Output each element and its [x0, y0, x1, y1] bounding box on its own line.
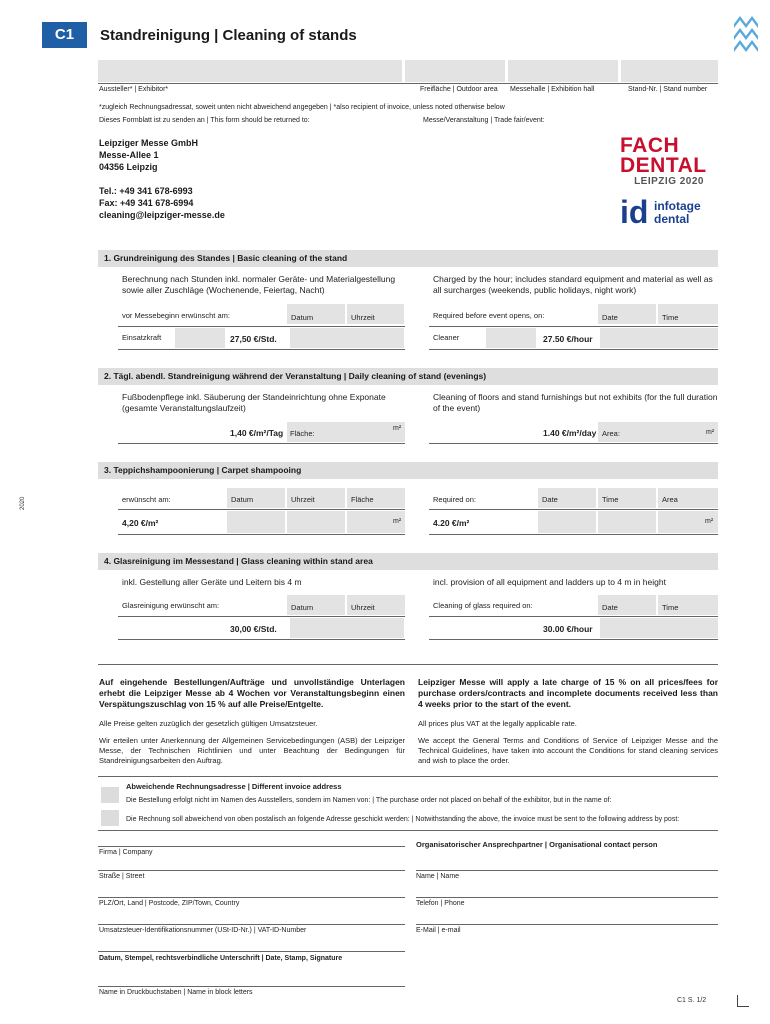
s4-date-label-en: Date	[602, 603, 618, 612]
s3-qty2-en[interactable]	[598, 511, 656, 533]
corner-mark	[737, 995, 749, 1007]
s1-cleaner-qty-de[interactable]	[175, 328, 225, 348]
outdoor-area-field[interactable]	[405, 60, 505, 82]
s2-area-label-en: Area:	[602, 429, 620, 438]
contact-person-title: Organisatorischer Ansprechpartner | Organisational contact person	[416, 840, 658, 849]
exhibitor-label: Aussteller* | Exhibitor*	[99, 86, 169, 93]
section-3-header: 3. Teppichshampoonierung | Carpet shampooing	[98, 462, 718, 479]
s1-price-en: 27.50 €/hour	[543, 334, 593, 344]
trade-fair-label: Messe/Veranstaltung | Trade fair/event:	[423, 117, 545, 124]
id-logo: id	[620, 194, 649, 230]
invoice-option-1-label: Die Bestellung erfolgt nicht im Namen des Ausstellers, sondern im Namen von: | The purchase order not placed on behalf of the exhibitor, but in the name of:	[126, 797, 612, 804]
s1-time-label-de: Uhrzeit	[351, 313, 375, 322]
infotage-logo: infotage dental	[654, 199, 701, 226]
s3-qty2-de[interactable]	[287, 511, 345, 533]
exhibitor-field[interactable]	[98, 60, 402, 82]
s1-description-en: Charged by the hour; includes standard equipment and material as well as all surcharges (weekends, public holidays, night work)	[433, 274, 713, 295]
recipient-address: Leipziger Messe GmbH Messe-Allee 1 04356 Leipzig Tel.: +49 341 678-6993 Fax: +49 341 678-6994 cleaning@leipziger-messe.de	[99, 138, 225, 220]
invoice-option-2-label: Die Rechnung soll abweichend von oben postalisch an folgende Adresse geschickt werden: | Notwithstanding the above, the invoice must be sent to the following address by post:	[126, 816, 680, 823]
s3-area-label-de: Fläche	[351, 495, 374, 504]
company-label: Firma | Company	[99, 849, 153, 856]
s2-price-de: 1,40 €/m²/Tag	[230, 428, 284, 438]
s2-unit-de: m²	[393, 425, 402, 432]
page-title: Standreinigung | Cleaning of stands	[100, 27, 357, 44]
s4-description-en: incl. provision of all equipment and ladders up to 4 m in height	[433, 577, 666, 587]
company-field[interactable]	[98, 858, 405, 870]
s3-unit-en: m²	[705, 518, 714, 525]
s4-time-label-de: Uhrzeit	[351, 603, 375, 612]
name-label: Name | Name	[416, 873, 460, 880]
s4-date-label-de: Datum	[291, 603, 314, 612]
terms-accept-de: Wir erteilen unter Anerkennung der Allgemeinen Servicebedingungen (ASB) der Leipziger Messe, der Technischen Richtlinien und unter Beachtung der Bedingungen für Standreinigungsarbeiten den Auftrag.	[99, 736, 405, 765]
late-charge-de: Auf eingehende Bestellungen/Aufträge und unvollständige Unterlagen erhebt die Leipziger Messe ab 4 Wochen vor Veranstaltungsbeginn einen Verspätungszuschlag von 15 % auf alle Preise/Entgelte.	[99, 677, 405, 709]
s3-required-en: Required on:	[433, 495, 476, 504]
s1-cleaner-qty-en[interactable]	[486, 328, 536, 348]
outdoor-area-label: Freifläche | Outdoor area	[420, 86, 498, 93]
s3-date-label-de: Datum	[231, 495, 254, 504]
signature-field[interactable]	[98, 966, 405, 986]
email-label: E-Mail | e-mail	[416, 927, 461, 934]
mm-logo-icon	[731, 12, 761, 58]
s3-required-de: erwünscht am:	[122, 495, 171, 504]
exhibition-hall-label: Messehalle | Exhibition hall	[510, 86, 595, 93]
invoice-title: Abweichende Rechnungsadresse | Different invoice address	[126, 782, 342, 791]
s3-qty1-en[interactable]	[538, 511, 596, 533]
section-1-header: 1. Grundreinigung des Standes | Basic cleaning of the stand	[98, 250, 718, 267]
vat-note-en: All prices plus VAT at the legally applicable rate.	[418, 719, 577, 728]
vat-note-de: Alle Preise gelten zuzüglich der gesetzlich gültigen Umsatzsteuer.	[99, 719, 318, 728]
invoice-option-1-checkbox[interactable]	[101, 787, 119, 803]
stand-number-field[interactable]	[621, 60, 718, 82]
s3-price-de: 4,20 €/m²	[122, 518, 159, 528]
phone-label: Telefon | Phone	[416, 900, 465, 907]
form-code-badge: C1	[42, 22, 87, 48]
s1-cleaner-label-en: Cleaner	[433, 333, 460, 342]
s2-area-label-de: Fläche:	[290, 429, 315, 438]
vat-id-label: Umsatzsteuer-Identifikationsnummer (USt-ID-Nr.) | VAT-ID-Number	[99, 927, 307, 934]
section-4-header: 4. Glasreinigung im Messestand | Glass cleaning within stand area	[98, 553, 718, 570]
s4-total-en[interactable]	[600, 618, 718, 638]
s3-date-label-en: Date	[542, 495, 558, 504]
s4-time-label-en: Time	[662, 603, 679, 612]
s4-price-en: 30.00 €/hour	[543, 624, 593, 634]
s3-time-label-en: Time	[602, 495, 619, 504]
s1-required-en: Required before event opens, on:	[433, 311, 545, 320]
s3-time-label-de: Uhrzeit	[291, 495, 315, 504]
street-label: Straße | Street	[99, 873, 145, 880]
stand-number-label: Stand-Nr. | Stand number	[628, 86, 708, 93]
s1-total-de[interactable]	[290, 328, 404, 348]
exhibition-hall-field[interactable]	[508, 60, 618, 82]
s2-price-en: 1.40 €/m²/day	[543, 428, 597, 438]
signature-label: Datum, Stempel, rechtsverbindliche Unterschrift | Date, Stamp, Signature	[99, 955, 343, 962]
invoice-note: *zugleich Rechnungsadressat, soweit unten nicht abweichend angegeben | *also recipient of invoice, unless noted otherwise below	[99, 104, 505, 111]
year-mark: 2020	[20, 496, 26, 510]
s2-unit-en: m²	[706, 429, 715, 436]
s2-description-de: Fußbodenpflege inkl. Säuberung der Standeinrichtung ohne Exponate (gesamte Veranstaltungslaufzeit)	[122, 392, 386, 413]
return-note: Dieses Formblatt ist zu senden an | This form should be returned to:	[99, 117, 310, 124]
s1-required-de: vor Messebeginn erwünscht am:	[122, 311, 230, 320]
block-letters-label: Name in Druckbuchstaben | Name in block letters	[99, 989, 253, 996]
s1-time-label-en: Time	[662, 313, 679, 322]
page-number: C1 S. 1/2	[677, 997, 707, 1004]
fachdental-logo: FACH DENTAL LEIPZIG 2020	[620, 134, 707, 187]
s4-price-de: 30,00 €/Std.	[230, 624, 277, 634]
s4-total-de[interactable]	[290, 618, 404, 638]
s3-unit-de: m²	[393, 518, 402, 525]
s4-required-de: Glasreinigung erwünscht am:	[122, 601, 220, 610]
s1-date-label-de: Datum	[291, 313, 314, 322]
late-charge-en: Leipziger Messe will apply a late charge of 15 % on all prices/fees for purchase orders/contracts and incomplete documents received less than 4 weeks prior to the start of the event.	[418, 677, 718, 709]
s1-date-label-en: Date	[602, 313, 618, 322]
section-2-header: 2. Tägl. abendl. Standreinigung während der Veranstaltung | Daily cleaning of stand (evenings)	[98, 368, 718, 385]
s1-description-de: Berechnung nach Stunden inkl. normaler Geräte- und Materialgestellung sowie aller Zuschläge (Wochenende, Feiertag, Nacht)	[122, 274, 396, 295]
s1-total-en[interactable]	[600, 328, 718, 348]
s1-cleaner-label-de: Einsatzkraft	[122, 333, 162, 342]
terms-accept-en: We accept the General Terms and Conditions of Service of Leipziger Messe and the Technical Guidelines, have taken into account the Conditions for stand cleaning services and wish to place the order.	[418, 736, 718, 765]
s4-required-en: Cleaning of glass required on:	[433, 601, 533, 610]
postcode-label: PLZ/Ort, Land | Postcode, ZIP/Town, Country	[99, 900, 240, 907]
s3-price-en: 4.20 €/m²	[433, 518, 470, 528]
s4-description-de: inkl. Gestellung aller Geräte und Leitern bis 4 m	[122, 577, 302, 587]
s1-price-de: 27,50 €/Std.	[230, 334, 277, 344]
s2-description-en: Cleaning of floors and stand furnishings but not exhibits (for the full duration of the event)	[433, 392, 718, 413]
s3-qty1-de[interactable]	[227, 511, 285, 533]
s3-area-label-en: Area	[662, 495, 678, 504]
invoice-option-2-checkbox[interactable]	[101, 810, 119, 826]
